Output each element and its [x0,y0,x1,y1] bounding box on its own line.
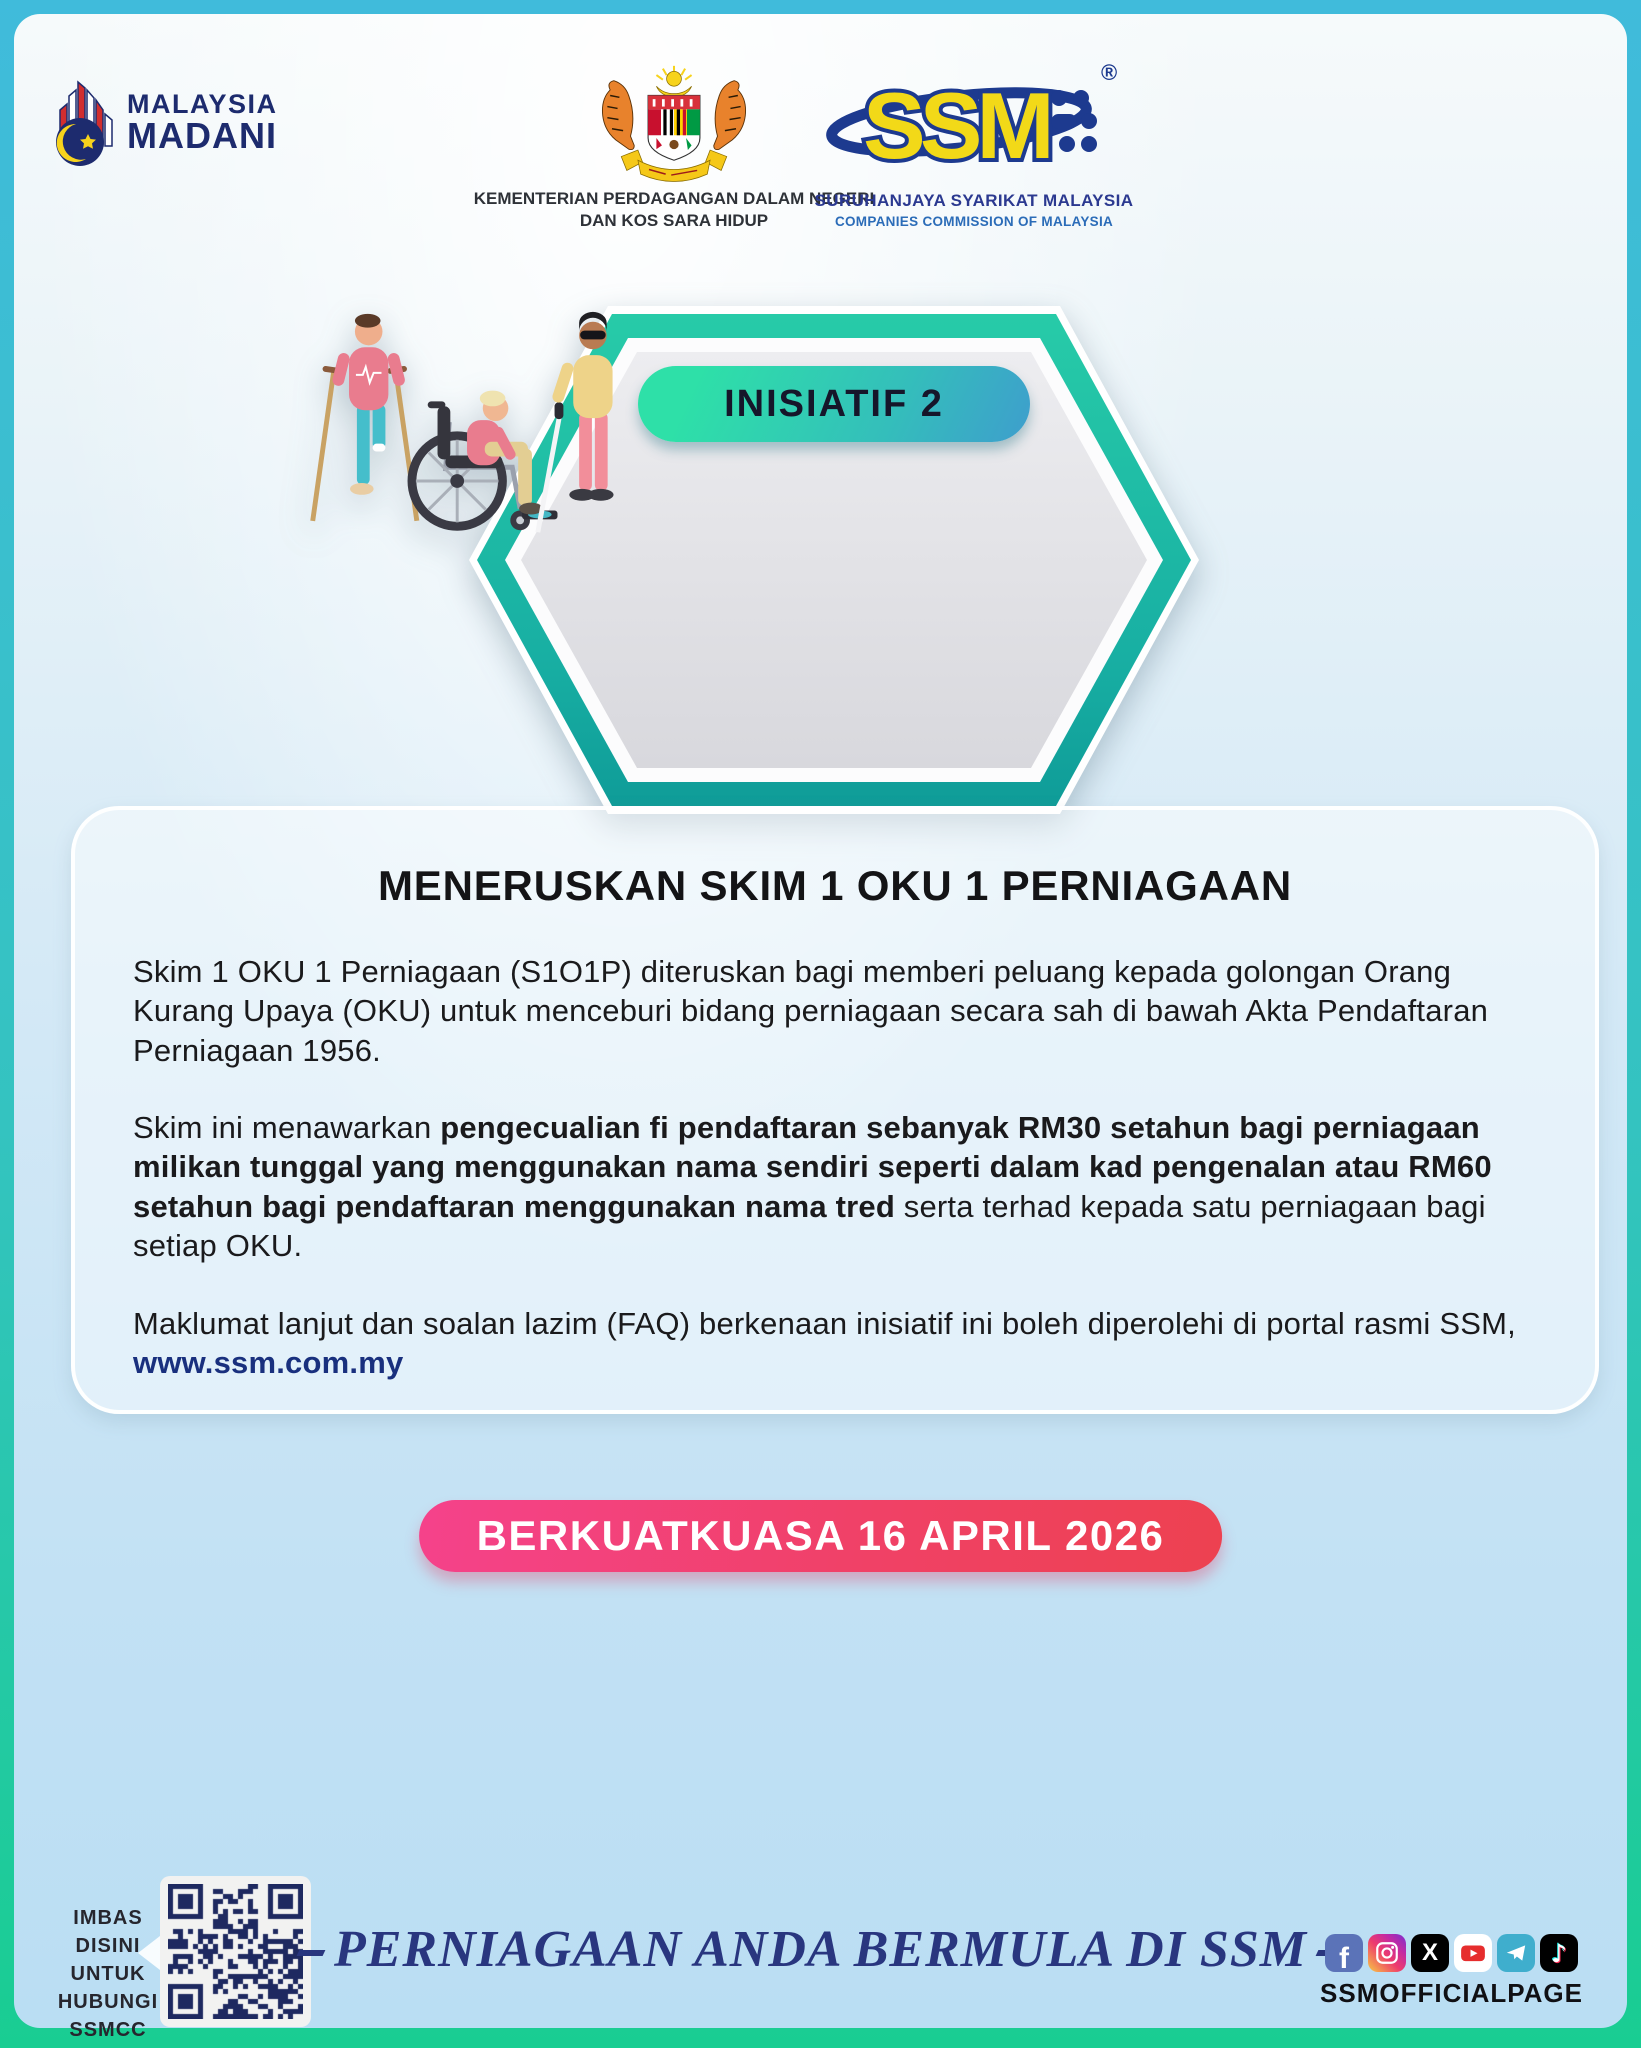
person-blind-cane-illustration [538,312,614,532]
ministry-name-line1: KEMENTERIAN PERDAGANGAN DALAM NEGERI [473,189,875,208]
tiktok-icon[interactable]: ♪ [1540,1934,1578,1972]
card-paragraph-1: Skim 1 OKU 1 Perniagaan (S1O1P) diteruskan bagi memberi peluang kepada golongan Orang Kurang Upaya (OKU) untuk menceburi bidang perniagaan secara sah di bawah Akta Pendaftaran Perniagaan 1956. [133,954,1489,1068]
madani-logo [54,76,278,168]
facebook-icon[interactable]: f [1325,1934,1363,1972]
malaysia-coat-of-arms-icon [595,64,753,188]
effective-date-pill: BERKUATKUASA 16 APRIL 2026 [419,1500,1223,1572]
madani-mark-icon [54,76,118,168]
person-crutches-illustration [310,314,419,521]
telegram-icon[interactable] [1497,1934,1535,1972]
social-handle: SSMOFFICIALPAGE [1320,1978,1583,2008]
ssm-name-malay: SURUHANJAYA SYARIKAT MALAYSIA [814,191,1134,210]
madani-line2: MADANI [127,115,277,157]
social-icons-row [1320,1934,1583,1972]
initiative-badge [469,306,1199,814]
ssm-logo-text: SSM [863,73,1049,178]
registered-trademark: ® [1101,60,1118,85]
card-paragraph-2: Skim ini menawarkan pengecualian fi pendaftaran sebanyak RM30 setahun bagi perniagaan milikan tunggal yang menggunakan nama sendiri seperti dalam kad pengenalan atau RM60 setahun bagi pendaftaran menggunakan nama tred serta terhad kepada satu perniagaan bagi setiap OKU. [133,1110,1492,1264]
social-block [1320,1934,1583,2009]
youtube-icon[interactable] [1454,1934,1492,1972]
card-heading: MENERUSKAN SKIM 1 OKU 1 PERNIAGAAN [378,862,1292,909]
madani-line1: MALAYSIA [127,88,278,119]
poster-background [14,14,1627,2041]
qr-caption: IMBAS DISINI UNTUK HUBUNGI SSMCC [57,1907,159,2041]
card-paragraph-3: Maklumat lanjut dan soalan lazim (FAQ) berkenaan inisiatif ini boleh diperolehi di portal rasmi SSM, www.ssm.com.my [133,1305,1516,1380]
info-card [71,806,1599,1414]
instagram-icon[interactable] [1368,1934,1406,1972]
x-icon[interactable]: X [1411,1934,1449,1972]
ssm-portal-link[interactable]: www.ssm.com.my [133,1344,404,1380]
tagline: PERNIAGAAN ANDA BERMULA DI SSM [14,1920,1627,1979]
ssm-name-english: COMPANIES COMMISSION OF MALAYSIA [834,214,1114,229]
person-wheelchair-illustration [412,391,558,531]
ministry-name-line2: DAN KOS SARA HIDUP [579,211,769,231]
fee-exemption-highlight: pengecualian fi pendaftaran sebanyak RM30 setahun bagi perniagaan milikan tunggal yang menggunakan nama sendiri seperti dalam kad pengenalan atau RM60 setahun bagi pendaftaran menggunakan nama tred [133,1110,1492,1224]
oku-illustration [301,306,637,542]
initiative-title-pill: INISIATIF 2 [638,366,1030,442]
ssm-logo-block [809,58,1139,229]
ssm-logo-icon [823,58,1125,184]
